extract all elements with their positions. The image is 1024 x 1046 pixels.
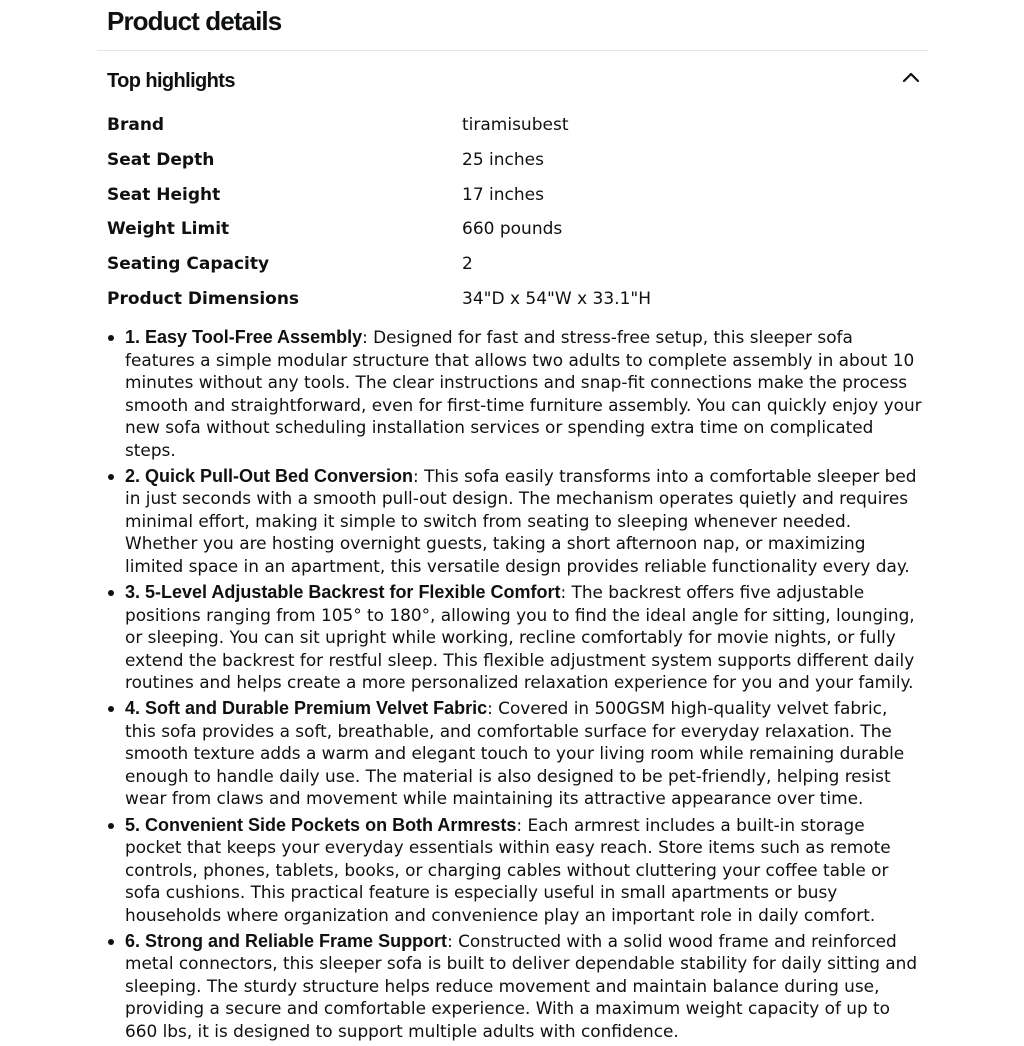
spec-label-product-dimensions: Product Dimensions [107,288,300,309]
bullet-dot-icon [108,706,114,712]
feature-heading: 1. Easy Tool-Free Assembly [125,327,363,347]
spec-row [107,212,922,247]
feature-bullet [107,326,922,461]
feature-bullet [107,930,922,1043]
top-highlights-toggle[interactable] [107,64,922,96]
feature-heading: 5. Convenient Side Pockets on Both Armrests [125,814,517,835]
spec-label-seating-capacity: Seating Capacity [107,254,270,275]
spec-value-seat-depth: 25 inches [462,149,544,170]
bullet-dot-icon [108,939,114,945]
section-title: Top highlights [107,70,235,92]
feature-bullet [107,814,922,927]
feature-bullet [107,697,922,810]
chevron-up-icon[interactable] [902,68,920,86]
spec-value-brand: tiramisubest [462,115,569,135]
feature-text: : Designed for fast and stress-free setup, this sleeper sofa features a simple modular structure that allows two adults to complete assembly in about 10 minutes without any tools. The clear instructions and snap-fit connections make the process smooth and straightforward, even for first-time furniture assembly. You can quickly enjoy your new sofa without scheduling installation services or spending extra time on complicated steps. [125,327,922,460]
feature-text: : Covered in 500GSM high-quality velvet fabric, this sofa provides a soft, breathable, and comfortable surface for everyday relaxation. The smooth texture adds a warm and elegant touch to your living room while remaining durable enough to handle daily use. The material is also designed to be pet-friendly, helping resist wear from claws and movement while maintaining its attractive appearance over time. [125,698,905,809]
spec-value-seat-height: 17 inches [462,184,544,205]
spec-table [107,108,922,317]
spec-label-seat-depth: Seat Depth [107,149,215,170]
feature-heading: 6. Strong and Reliable Frame Support [125,930,448,951]
feature-bullet [107,581,922,694]
feature-bullet-list [107,326,922,1046]
feature-heading: 4. Soft and Durable Premium Velvet Fabric [125,698,488,719]
spec-value-product-dimensions: 34"D x 54"W x 33.1"H [462,288,651,309]
feature-heading: 3. 5-Level Adjustable Backrest for Flexible Comfort [125,582,561,603]
spec-row [107,143,922,178]
feature-bullet [107,465,922,578]
spec-label-brand: Brand [107,115,165,135]
feature-text: : Constructed with a solid wood frame and reinforced metal connectors, this sleeper sofa is built to deliver dependable stability for daily sitting and sleeping. The sturdy structure helps reduce movement and maintain balance during use, providing a secure and comfortable experience. With a maximum weight capacity of up to 660 lbs, it is designed to support multiple adults with confidence. [125,930,918,1041]
feature-heading: 2. Quick Pull-Out Bed Conversion [125,465,414,486]
spec-value-seating-capacity: 2 [462,254,473,275]
feature-text: : This sofa easily transforms into a comfortable sleeper bed in just seconds with a smooth pull-out design. The mechanism operates quietly and requires minimal effort, making it simple to switch from seating to sleeping whenever needed. Whether you are hosting overnight guests, taking a short afternoon nap, or maximizing limited space in an apartment, this versatile design provides reliable functionality every day. [125,465,917,576]
bullet-dot-icon [108,823,114,829]
bullet-dot-icon [108,474,114,480]
page-title: Product details [107,6,282,36]
feature-text: : Each armrest includes a built-in storage pocket that keeps your everyday essentials within easy reach. Store items such as remote controls, phones, tablets, books, or charging cables without cluttering your coffee table or sofa cushions. This practical feature is especially useful in small apartments or busy households where organization and convenience play an important role in daily comfort. [125,814,891,925]
bullet-dot-icon [108,335,114,341]
spec-row [107,108,922,143]
spec-label-weight-limit: Weight Limit [107,219,230,240]
spec-label-seat-height: Seat Height [107,184,221,205]
bullet-dot-icon [108,590,114,596]
spec-row [107,247,922,282]
spec-row [107,178,922,213]
spec-value-weight-limit: 660 pounds [462,219,563,240]
divider [97,50,928,51]
feature-text: : The backrest offers five adjustable positions ranging from 105° to 180°, allowing you to find the ideal angle for sitting, lounging, or sleeping. You can sit upright while working, recline comfortably for movie nights, or fully extend the backrest for restful sleep. This flexible adjustment system supports different daily routines and helps create a more personalized relaxation experience for you and your family. [125,582,915,693]
spec-row [107,282,922,317]
